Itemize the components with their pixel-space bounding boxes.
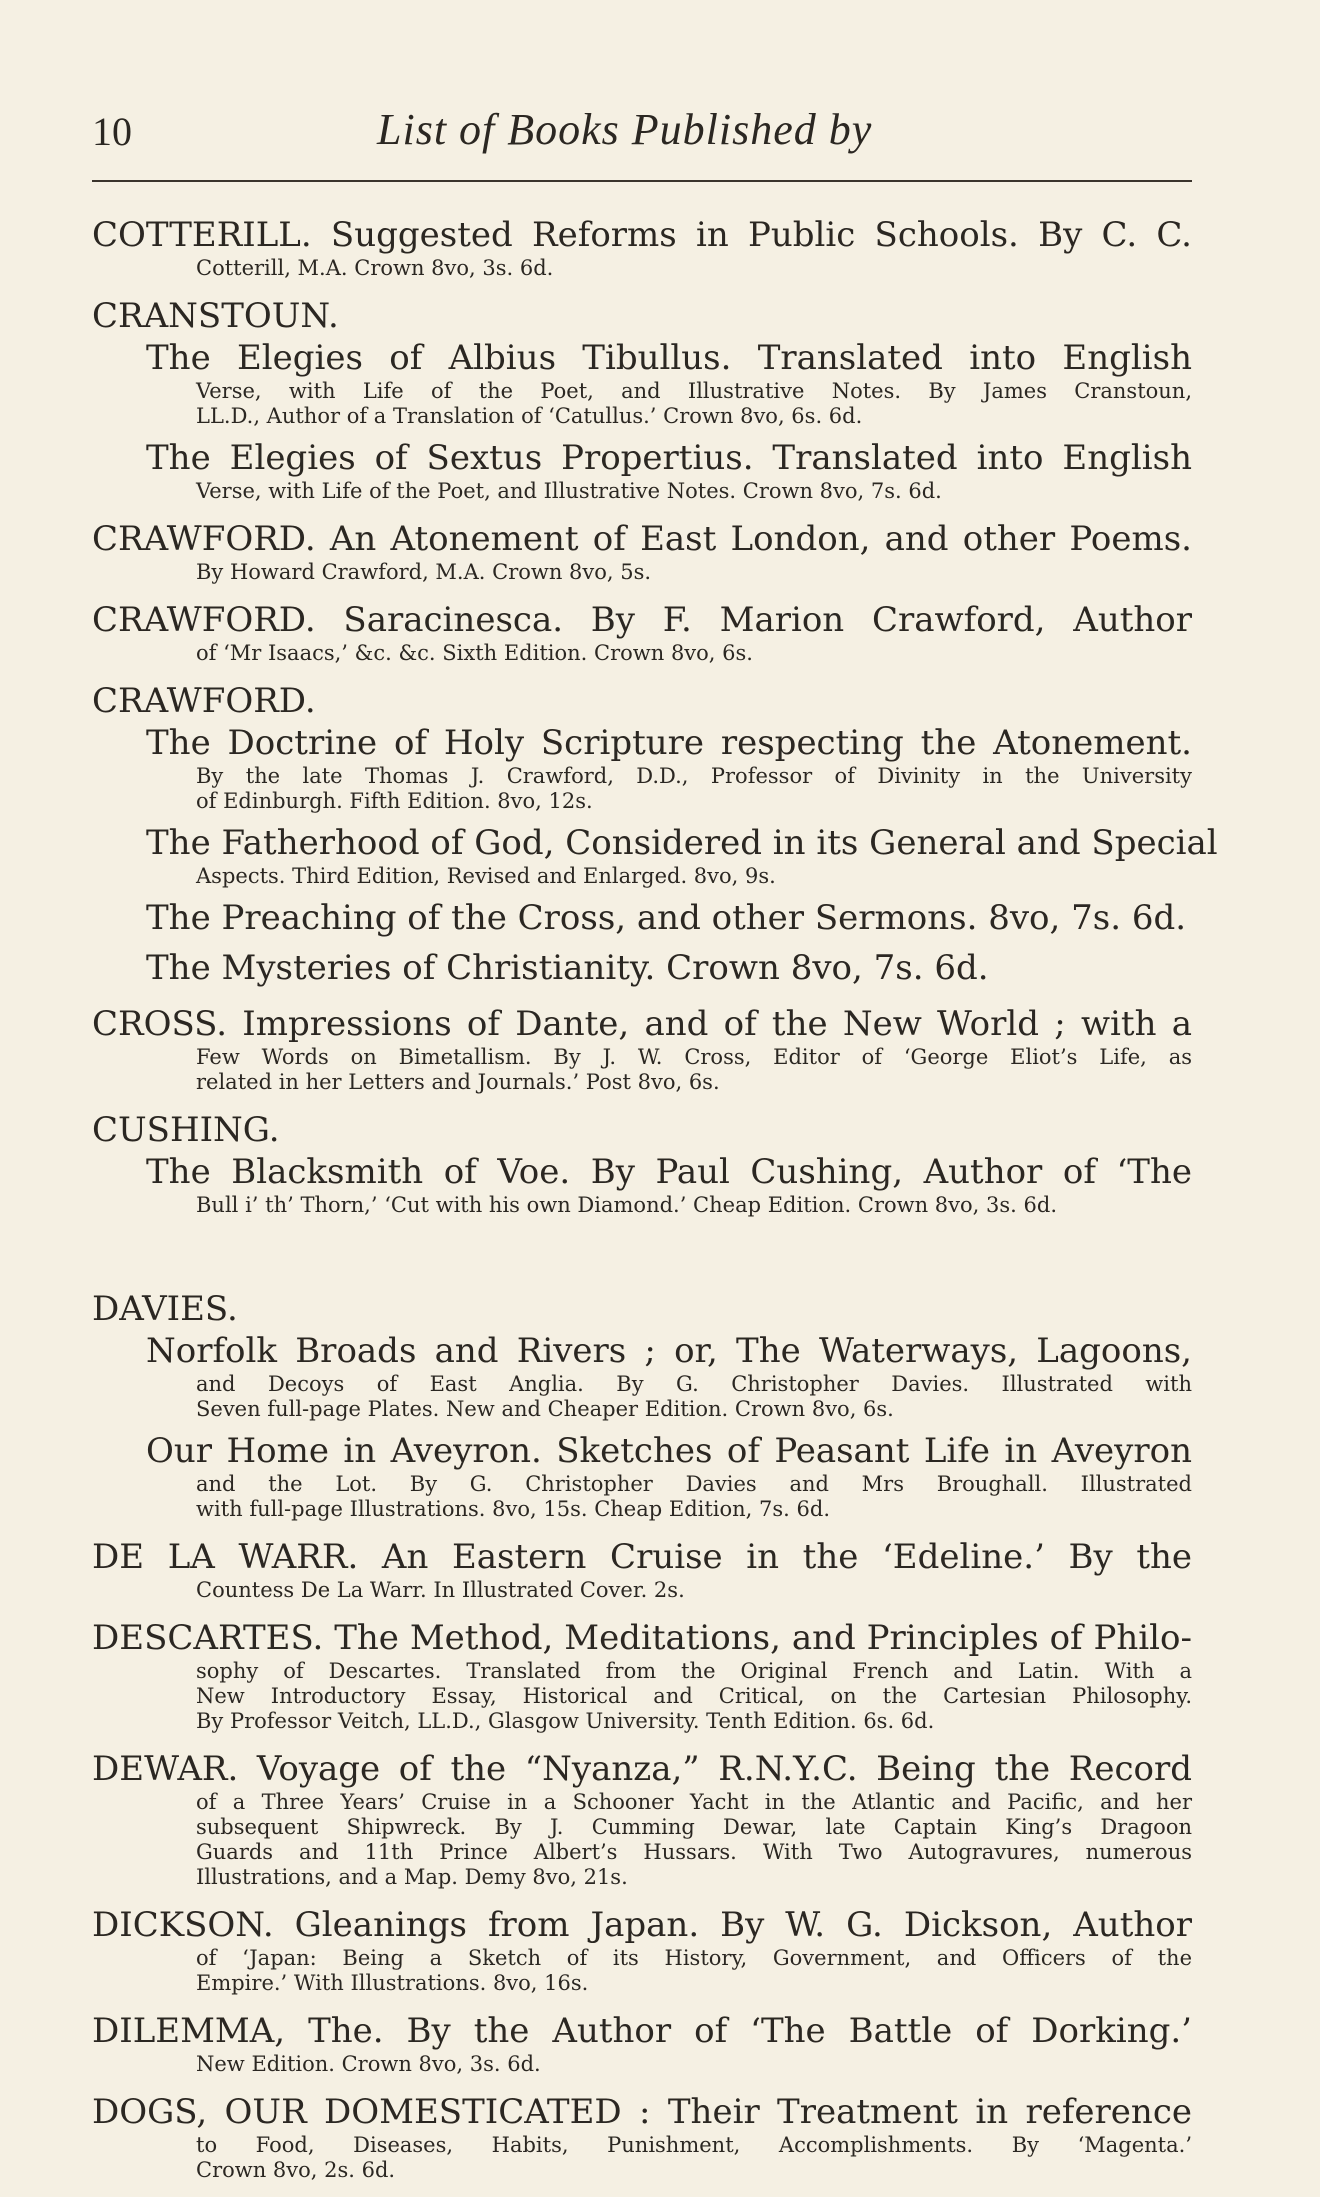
description-line: Verse, with Life of the Poet, and Illustrative Notes. By James Cranstoun, — [196, 379, 1192, 403]
catalogue-entry — [92, 518, 1192, 585]
description-line: related in her Letters and Journals.’ Post 8vo, 6s. — [196, 1070, 720, 1094]
catalogue-entry — [92, 680, 1218, 989]
catalogue-entry — [92, 1109, 1192, 1218]
entry-description — [92, 1659, 1192, 1734]
entry-description — [92, 2133, 1192, 2183]
page-header — [92, 105, 1192, 168]
description-line: to Food, Diseases, Habits, Punishment, Accomplishments. By ‘Magenta.’ — [196, 2133, 1192, 2157]
sub-entry-title: Norfolk Broads and Rivers ; or, The Waterways, Lagoons, — [146, 1331, 1192, 1371]
sub-entry-title: The Fatherhood of God, Considered in its General and Special — [146, 823, 1218, 863]
description-line: By the late Thomas J. Crawford, D.D., Professor of Divinity in the University — [196, 764, 1192, 788]
sub-entry-title: The Mysteries of Christianity. Crown 8vo, 7s. 6d. — [146, 948, 989, 988]
description-line: with full-page Illustrations. 8vo, 15s. Cheap Edition, 7s. 6d. — [196, 1497, 830, 1521]
description-line: of ‘Japan: Being a Sketch of its History, Government, and Officers of the — [196, 1946, 1192, 1970]
description-line: By Professor Veitch, LL.D., Glasgow University. Tenth Edition. 6s. 6d. — [196, 1709, 935, 1733]
description-line: Seven full-page Plates. New and Cheaper Edition. Crown 8vo, 6s. — [196, 1397, 894, 1421]
entry-description — [92, 256, 1192, 281]
entry-title: DAVIES. — [92, 1289, 238, 1329]
entry-title: DE LA WARR. An Eastern Cruise in the ‘Edeline.’ By the — [92, 1537, 1192, 1577]
entry-description — [92, 479, 1192, 504]
header-rule — [92, 180, 1192, 182]
entry-title: CROSS. Impressions of Dante, and of the New World ; with a — [92, 1004, 1192, 1044]
section-gap — [92, 1232, 1192, 1288]
entry-title: DILEMMA, The. By the Author of ‘The Battle of Dorking.’ — [92, 2011, 1192, 2051]
catalogue-entry — [92, 1617, 1192, 1734]
description-line: Illustrations, and a Map. Demy 8vo, 21s. — [196, 1865, 628, 1889]
catalogue-entry — [92, 1748, 1192, 1890]
entry-title: DICKSON. Gleanings from Japan. By W. G. Dickson, Author — [92, 1905, 1192, 1945]
catalogue-entry — [92, 1904, 1192, 1996]
description-line: New Introductory Essay, Historical and Critical, on the Cartesian Philosophy. — [196, 1684, 1192, 1708]
entry-title: CUSHING. — [92, 1110, 280, 1150]
description-line: By Howard Crawford, M.A. Crown 8vo, 5s. — [196, 560, 652, 584]
sub-entry-title: The Elegies of Sextus Propertius. Translated into English — [146, 438, 1192, 478]
entry-description — [92, 2052, 1192, 2077]
catalogue-entry — [92, 2010, 1192, 2077]
entry-description — [92, 764, 1192, 814]
entry-description — [92, 1472, 1192, 1522]
catalogue-entry — [92, 599, 1192, 666]
page-number: 10 — [92, 109, 132, 154]
catalogue-entry — [92, 1288, 1192, 1522]
entry-title: CRAWFORD. An Atonement of East London, and other Poems. — [92, 519, 1192, 559]
entry-description — [92, 1790, 1192, 1890]
description-line: of Edinburgh. Fifth Edition. 8vo, 12s. — [196, 789, 593, 813]
description-line: and the Lot. By G. Christopher Davies and Mrs Broughall. Illustrated — [196, 1472, 1192, 1496]
entry-title: CRAWFORD. Saracinesca. By F. Marion Crawford, Author — [92, 600, 1192, 640]
description-line: Cotterill, M.A. Crown 8vo, 3s. 6d. — [196, 256, 554, 280]
entry-description — [92, 641, 1192, 666]
description-line: Empire.’ With Illustrations. 8vo, 16s. — [196, 1971, 589, 1995]
entry-description — [92, 1578, 1192, 1603]
entry-title: DESCARTES. The Method, Meditations, and Principles of Philo- — [92, 1618, 1192, 1658]
sub-entry — [92, 822, 1218, 889]
description-line: of a Three Years’ Cruise in a Schooner Yacht in the Atlantic and Pacific, and her — [196, 1790, 1192, 1814]
sub-entry-title: Our Home in Aveyron. Sketches of Peasant Life in Aveyron — [146, 1431, 1192, 1471]
sub-entry — [92, 947, 1192, 989]
catalogue-entry — [92, 295, 1192, 504]
sub-entry-title: The Doctrine of Holy Scripture respecting the Atonement. — [146, 723, 1192, 763]
entry-description — [92, 1045, 1192, 1095]
sub-entry — [92, 1151, 1192, 1218]
entry-description — [92, 379, 1192, 429]
catalogue-entries — [92, 214, 1218, 2197]
description-line: Aspects. Third Edition, Revised and Enlarged. 8vo, 9s. — [196, 864, 776, 888]
sub-entry — [92, 897, 1192, 939]
sub-entry-title: The Preaching of the Cross, and other Sermons. 8vo, 7s. 6d. — [146, 898, 1187, 938]
description-line: Crown 8vo, 2s. 6d. — [196, 2158, 396, 2182]
entry-description — [92, 1946, 1192, 1996]
description-line: Verse, with Life of the Poet, and Illustrative Notes. Crown 8vo, 7s. 6d. — [196, 479, 942, 503]
catalogue-entry — [92, 1003, 1192, 1095]
description-line: of ‘Mr Isaacs,’ &c. &c. Sixth Edition. Crown 8vo, 6s. — [196, 641, 753, 665]
entry-title: DOGS, OUR DOMESTICATED : Their Treatment in reference — [92, 2092, 1192, 2132]
description-line: LL.D., Author of a Translation of ‘Catullus.’ Crown 8vo, 6s. 6d. — [196, 404, 863, 428]
sub-entry — [92, 1430, 1192, 1522]
catalogue-entry — [92, 1536, 1192, 1603]
description-line: Few Words on Bimetallism. By J. W. Cross, Editor of ‘George Eliot’s Life, as — [196, 1045, 1192, 1069]
description-line: subsequent Shipwreck. By J. Cumming Dewar, late Captain King’s Dragoon — [196, 1815, 1192, 1839]
description-line: New Edition. Crown 8vo, 3s. 6d. — [196, 2052, 541, 2076]
description-line: sophy of Descartes. Translated from the Original French and Latin. With a — [196, 1659, 1192, 1683]
sub-entry-title: The Elegies of Albius Tibullus. Translated into English — [146, 338, 1192, 378]
description-line: and Decoys of East Anglia. By G. Christopher Davies. Illustrated with — [196, 1372, 1192, 1396]
entry-description — [92, 864, 1192, 889]
entry-description — [92, 1193, 1192, 1218]
entry-description — [92, 1372, 1192, 1422]
description-line: Countess De La Warr. In Illustrated Cover. 2s. — [196, 1578, 685, 1602]
entry-description — [92, 560, 1192, 585]
catalogue-entry — [92, 214, 1192, 281]
running-title: List of Books Published by — [377, 105, 873, 154]
sub-entry-title: The Blacksmith of Voe. By Paul Cushing, Author of ‘The — [146, 1152, 1192, 1192]
entry-title: CRAWFORD. — [92, 681, 316, 721]
entry-title: COTTERILL. Suggested Reforms in Public Schools. By C. C. — [92, 215, 1192, 255]
catalogue-entry — [92, 2091, 1192, 2183]
entry-title: CRANSTOUN. — [92, 296, 339, 336]
description-line: Bull i’ th’ Thorn,’ ‘Cut with his own Diamond.’ Cheap Edition. Crown 8vo, 3s. 6d. — [196, 1193, 1057, 1217]
sub-entry — [92, 722, 1192, 814]
entry-title: DEWAR. Voyage of the “Nyanza,” R.N.Y.C. Being the Record — [92, 1749, 1192, 1789]
description-line: Guards and 11th Prince Albert’s Hussars. With Two Autogravures, numerous — [196, 1840, 1192, 1864]
sub-entry — [92, 337, 1192, 429]
sub-entry — [92, 1330, 1192, 1422]
sub-entry — [92, 437, 1192, 504]
